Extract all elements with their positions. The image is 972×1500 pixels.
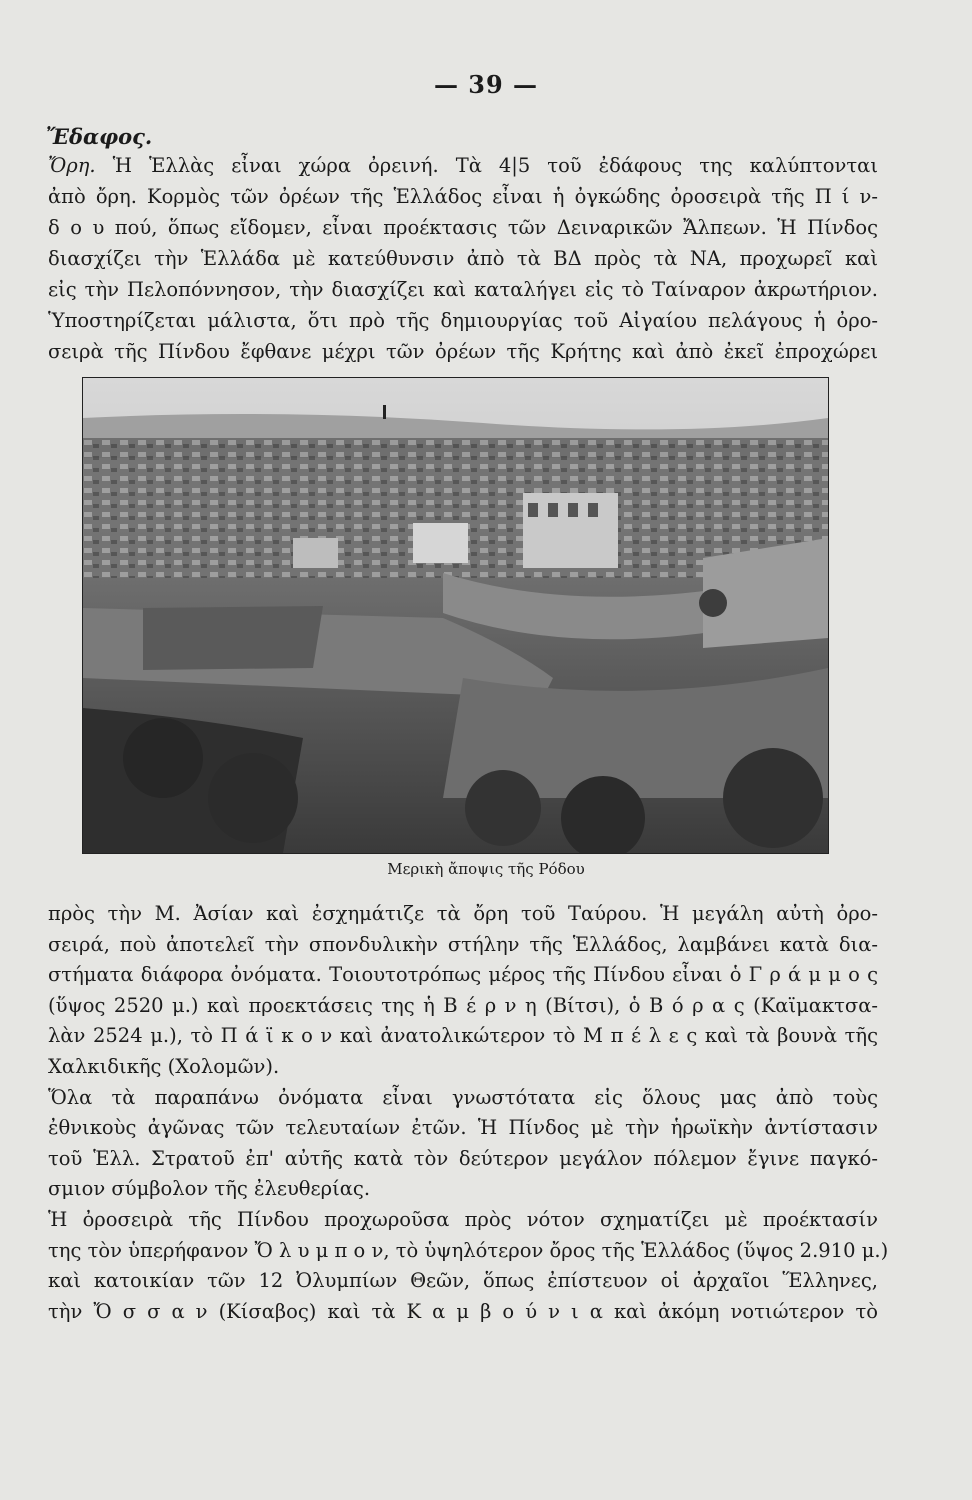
text-line: τοῦ Ἑλλ. Στρατοῦ ἐπ' αὐτῆς κατὰ τὸν δεύτερον μεγάλον πόλεμον ἔγινε παγκό- (48, 1146, 878, 1170)
text-line: της τὸν ὑπερήφανον Ὄ λ υ μ π ο ν, τὸ ὑψηλότερον ὄρος τῆς Ἑλλάδος (ὕψος 2.910 μ.) (48, 1238, 889, 1262)
text-line: ἐθνικοὺς ἀγῶνας τῶν τελευταίων ἐτῶν. Ἡ Πίνδος μὲ τὴν ἡρωϊκὴν ἀντίστασιν (48, 1116, 878, 1140)
text-line: εἰς τὴν Πελοπόννησον, τὴν διασχίζει καὶ καταλήγει εἰς τὸ Ταίναρον ἀκρωτήριον. (48, 278, 878, 301)
text-line: Ὅλα τὰ παραπάνω ὀνόματα εἶναι γνωστότατα εἰς ὅλους μας ἀπὸ τοὺς (48, 1085, 878, 1109)
text-line: σειρὰ τῆς Πίνδου ἔφθανε μέχρι τῶν ὀρέων τῆς Κρήτης καὶ ἀπὸ ἐκεῖ ἐπροχώρει (48, 340, 878, 363)
text-line: (ὕψος 2520 μ.) καὶ προεκτάσεις της ἡ Β έ ρ ν η (Βίτσι), ὁ Β ό ρ α ς (Καϊμακτσα- (48, 993, 878, 1017)
text-line: λὰν 2524 μ.), τὸ Π ά ϊ κ ο ν καὶ ἀνατολικώτερον τὸ Μ π έ λ ε ς καὶ τὰ βουνὰ τῆς (48, 1024, 878, 1048)
text-line: σμιον σύμβολον τῆς ἐλευθερίας. (48, 1177, 371, 1201)
text-line: σειρά, ποὺ ἀποτελεῖ τὴν σπονδυλικὴν στήλην τῆς Ἑλλάδος, λαμβάνει κατὰ δια- (48, 932, 878, 956)
photo-caption: Μερικὴ ἄποψις τῆς Ρόδου (387, 860, 585, 878)
text-line: τὴν Ὄ σ σ α ν (Κίσαβος) καὶ τὰ Κ α μ β ο ύ ν ι α καὶ ἀκόμη νοτιώτερον τὸ (48, 1299, 878, 1323)
text-line: ἀπὸ ὄρη. Κορμὸς τῶν ὀρέων τῆς Ἑλλάδος εἶναι ἡ ὀγκώδης ὀροσειρὰ τῆς Π ί ν- (48, 185, 878, 208)
text-line: στήματα διάφορα ὀνόματα. Τοιουτοτρόπως μέρος τῆς Πίνδου εἶναι ὁ Γ ρ ά μ μ ο ς (48, 963, 878, 987)
text-line: πρὸς τὴν Μ. Ἀσίαν καὶ ἐσχημάτιζε τὰ ὄρη τοῦ Ταύρου. Ἡ μεγάλη αὐτὴ ὀρο- (48, 902, 878, 925)
text-line: Ἡ ὀροσειρὰ τῆς Πίνδου προχωροῦσα πρὸς νότον σχηματίζει μὲ προέκτασίν (48, 1207, 878, 1231)
text-line: Ὄρη. Ἡ Ἑλλὰς εἶναι χώρα ὀρεινή. Τὰ 4|5 τοῦ ἐδάφους της καλύπτονται (48, 154, 878, 177)
subheading-ori: Ὄρη. (48, 154, 96, 177)
top-paragraph (48, 150, 878, 367)
section-heading: Ἔδαφος. (46, 124, 153, 149)
text-line: δ ο υ πού, ὅπως εἴδομεν, εἶναι προέκτασις τῶν Δειναρικῶν Ἄλπεων. Ἡ Πίνδος (48, 216, 878, 239)
text-line: διασχίζει τὴν Ἑλλάδα μὲ κατεύθυνσιν ἀπὸ τὰ ΒΔ πρὸς τὰ ΝΑ, προχωρεῖ καὶ (48, 247, 878, 270)
bottom-paragraphs (48, 899, 889, 1327)
text-line: καὶ κατοικίαν τῶν 12 Ὀλυμπίων Θεῶν, ὅπως ἐπίστευον οἱ ἀρχαῖοι Ἕλληνες, (48, 1269, 878, 1293)
text-line: Ὑποστηρίζεται μάλιστα, ὅτι πρὸ τῆς δημιουργίας τοῦ Αἰγαίου πελάγους ἡ ὀρο- (48, 309, 878, 332)
page-number: — 39 — (433, 70, 539, 99)
text-line: Χαλκιδικῆς (Χολομῶν). (48, 1054, 280, 1078)
city-photo (82, 377, 829, 854)
